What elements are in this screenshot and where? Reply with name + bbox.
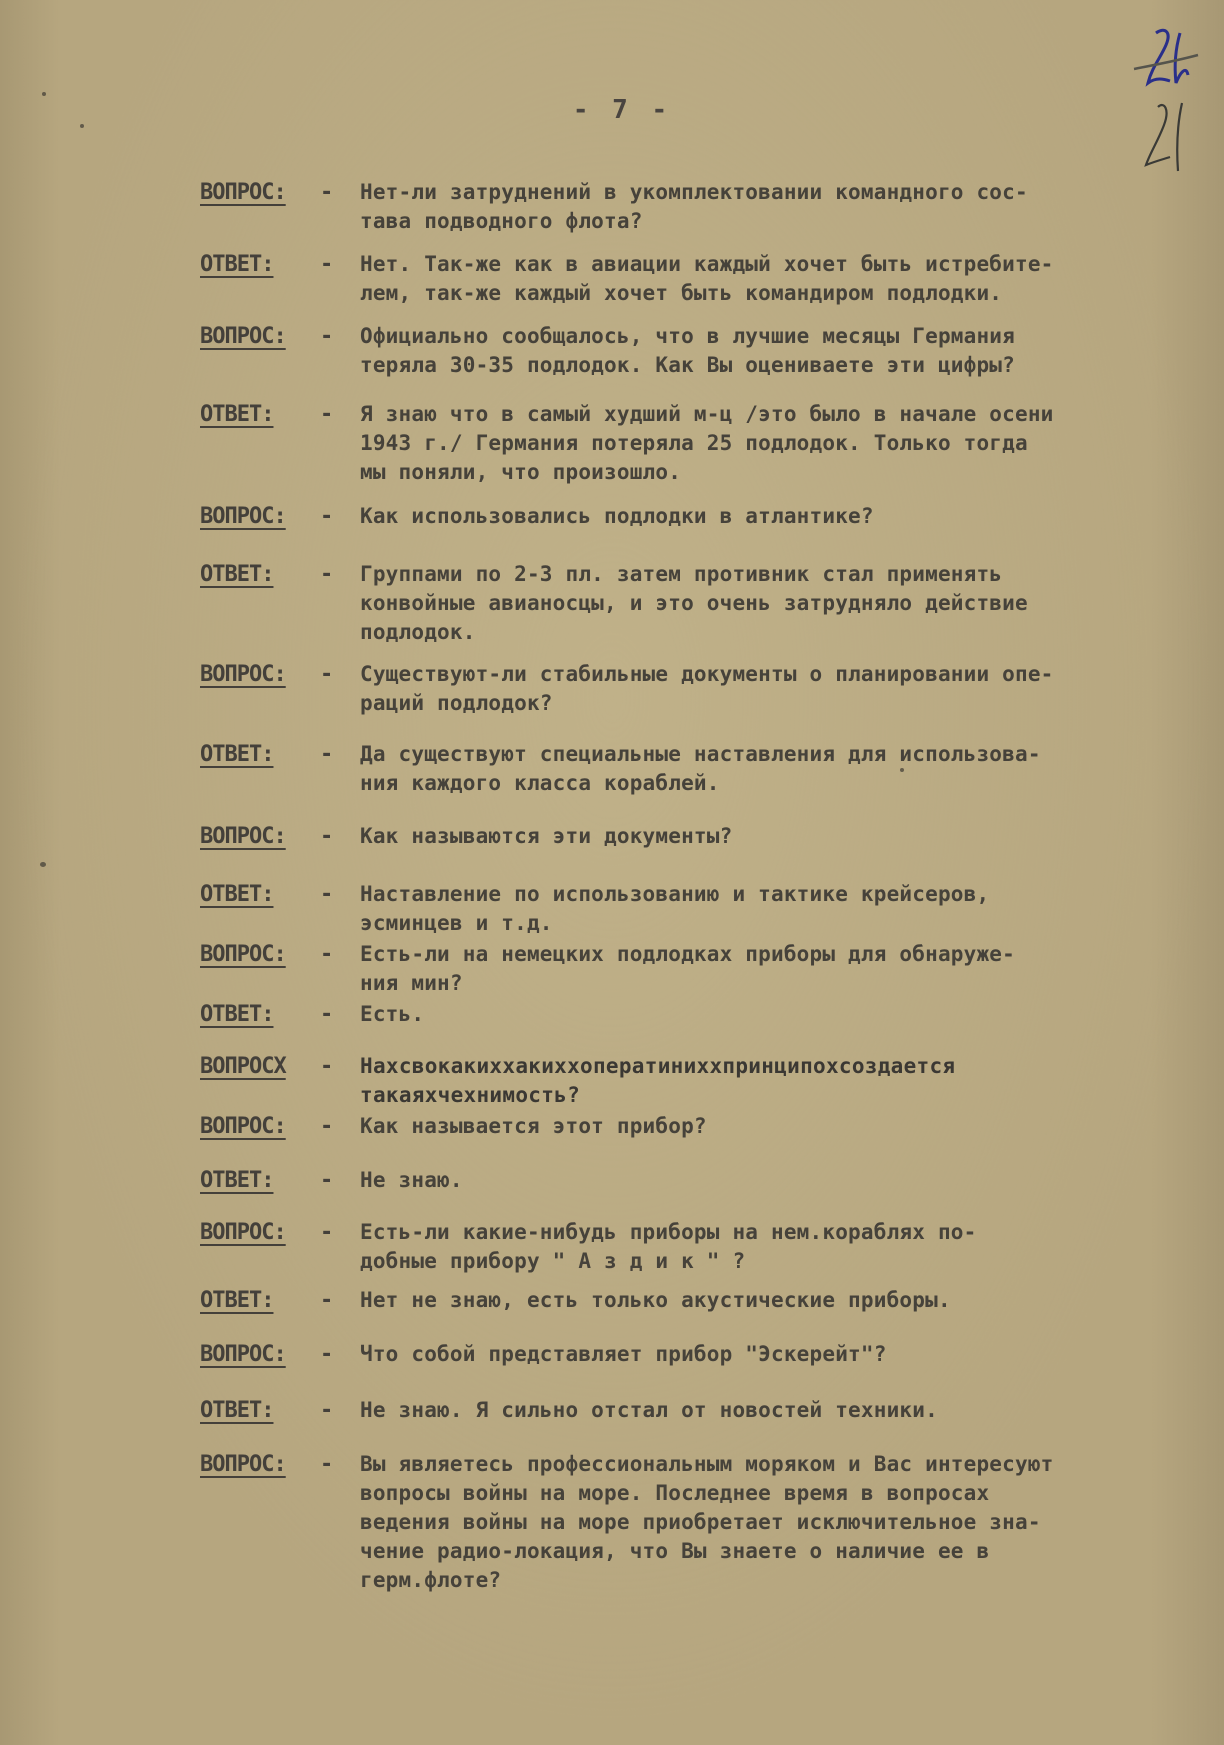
entry-dash: -	[320, 1114, 334, 1139]
question-entry	[200, 1340, 1210, 1369]
answer-entry	[200, 880, 1210, 938]
entry-dash: -	[320, 252, 334, 277]
question-entry	[200, 322, 1210, 380]
entry-label: ВОПРОС:	[200, 662, 286, 687]
entry-dash: -	[320, 824, 334, 849]
entry-text: Группами по 2-3 пл. затем противник стал применять конвойные авианосцы, и это очень затрудняло действие подлодок.	[360, 562, 1028, 644]
entry-label: ВОПРОС:	[200, 1342, 286, 1367]
entry-text: Существуют-ли стабильные документы о планировании опе- раций подлодок?	[360, 662, 1054, 715]
entry-label: ОТВЕТ:	[200, 1002, 274, 1027]
entry-text: Я знаю что в самый худший м-ц /это было в начале осени 1943 г./ Германия потеряла 25 подлодок. Только тогда мы поняли, что произошло.	[360, 402, 1054, 484]
entry-text: Нет. Так-же как в авиации каждый хочет быть истребите- лем, так-же каждый хочет быть командиром подлодки.	[360, 252, 1054, 305]
entry-label: ВОПРОС:	[200, 1114, 286, 1139]
entry-dash: -	[320, 882, 334, 907]
entry-dash: -	[320, 942, 334, 967]
paper-speck	[42, 92, 46, 96]
entry-label: ВОПРОС:	[200, 824, 286, 849]
struck-through-text: Нахсвокакиххакиххоператиниххпринципохсоздается такаяхчехнимость?	[360, 1054, 956, 1107]
entry-label: ВОПРОС:	[200, 942, 286, 967]
page-number: - 7 -	[572, 95, 672, 125]
question-entry	[200, 1052, 1210, 1110]
question-entry	[200, 660, 1210, 718]
entry-text: Официально сообщалось, что в лучшие месяцы Германия теряла 30-35 подлодок. Как Вы оцениваете эти цифры?	[360, 324, 1015, 377]
answer-entry	[200, 1166, 1210, 1195]
entry-dash: -	[320, 1452, 334, 1477]
entry-text: Как называется этот прибор?	[360, 1114, 707, 1138]
entry-dash: -	[320, 180, 334, 205]
question-entry	[200, 1112, 1210, 1141]
entry-text: Нет-ли затруднений в укомплектовании командного сос- тава подводного флота?	[360, 180, 1028, 233]
entry-dash: -	[320, 1054, 334, 1079]
paper-speck	[80, 124, 84, 128]
paper-speck	[900, 768, 904, 772]
answer-entry	[200, 560, 1210, 647]
entry-text: Да существуют специальные наставления для использова- ния каждого класса кораблей.	[360, 742, 1041, 795]
entry-dash: -	[320, 324, 334, 349]
entry-dash: -	[320, 1288, 334, 1313]
question-entry	[200, 1450, 1210, 1595]
entry-dash: -	[320, 562, 334, 587]
answer-entry	[200, 740, 1210, 798]
entry-label: ОТВЕТ:	[200, 1288, 274, 1313]
entry-label: ОТВЕТ:	[200, 1398, 274, 1423]
answer-entry	[200, 250, 1210, 308]
entry-text: Есть-ли какие-нибудь приборы на нем.кораблях по- добные прибору " А з д и к " ?	[360, 1220, 977, 1273]
handwritten-number-icon	[1130, 25, 1200, 175]
question-entry	[200, 1218, 1210, 1276]
archive-page-number-stamp	[1130, 25, 1200, 175]
entry-label: ВОПРОСХ	[200, 1054, 286, 1079]
entry-dash: -	[320, 402, 334, 427]
entry-label: ОТВЕТ:	[200, 742, 274, 767]
question-entry	[200, 178, 1210, 236]
entry-label: ВОПРОС:	[200, 180, 286, 205]
entry-text: Что собой представляет прибор "Эскерейт"?	[360, 1342, 887, 1366]
entry-label: ВОПРОС:	[200, 324, 286, 349]
entry-text: Есть.	[360, 1002, 425, 1026]
answer-entry	[200, 1286, 1210, 1315]
entry-dash: -	[320, 504, 334, 529]
entry-text: Вы являетесь профессиональным моряком и Вас интересуют вопросы войны на море. Последнее время в вопросах ведения войны на море приобретает исключительное зна- чение радио-локация, что Вы знаете о наличие ее в герм.флоте?	[360, 1452, 1054, 1592]
entry-label: ОТВЕТ:	[200, 1168, 274, 1193]
entry-text: Не знаю. Я сильно отстал от новостей техники.	[360, 1398, 938, 1422]
entry-dash: -	[320, 1342, 334, 1367]
question-entry	[200, 940, 1210, 998]
entry-text: Есть-ли на немецких подлодках приборы для обнаруже- ния мин?	[360, 942, 1015, 995]
entry-label: ВОПРОС:	[200, 504, 286, 529]
entry-label: ОТВЕТ:	[200, 882, 274, 907]
question-entry	[200, 822, 1210, 851]
answer-entry	[200, 1000, 1210, 1029]
entry-label: ОТВЕТ:	[200, 562, 274, 587]
entry-dash: -	[320, 742, 334, 767]
paper-speck	[40, 862, 46, 867]
entry-dash: -	[320, 1220, 334, 1245]
entry-text: Как использовались подлодки в атлантике?	[360, 504, 874, 528]
entry-label: ВОПРОС:	[200, 1452, 286, 1477]
entry-dash: -	[320, 1002, 334, 1027]
entry-label: ВОПРОС:	[200, 1220, 286, 1245]
answer-entry	[200, 1396, 1210, 1425]
entry-dash: -	[320, 1398, 334, 1423]
question-entry	[200, 502, 1210, 531]
entry-text: Не знаю.	[360, 1168, 463, 1192]
answer-entry	[200, 400, 1210, 487]
entry-text: Наставление по использованию и тактике крейсеров, эсминцев и т.д.	[360, 882, 990, 935]
entry-dash: -	[320, 1168, 334, 1193]
entry-label: ОТВЕТ:	[200, 402, 274, 427]
entry-text: Как называются эти документы?	[360, 824, 733, 848]
entry-text: Нет не знаю, есть только акустические приборы.	[360, 1288, 951, 1312]
entry-dash: -	[320, 662, 334, 687]
entry-label: ОТВЕТ:	[200, 252, 274, 277]
